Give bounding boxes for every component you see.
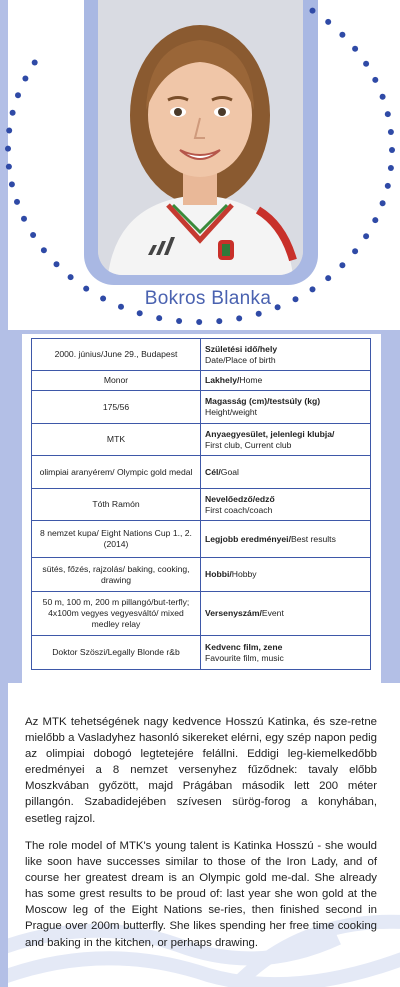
decorative-dot — [380, 94, 386, 100]
info-label — [201, 456, 371, 489]
decorative-dot — [156, 315, 162, 321]
decorative-dot — [388, 165, 394, 171]
info-label-hu: Anyaegyesület, jelenlegi klubja/ — [205, 428, 335, 439]
info-label — [201, 339, 371, 371]
decorative-dot — [137, 310, 143, 316]
info-value: 2000. június/June 29., Budapest — [32, 339, 201, 371]
decorative-dot — [325, 19, 331, 25]
decorative-dot — [54, 261, 60, 267]
decorative-dot — [325, 275, 331, 281]
decorative-dot — [100, 296, 106, 302]
decorative-dot — [275, 304, 281, 310]
decorative-dot — [389, 147, 395, 153]
info-label — [201, 636, 371, 670]
decorative-dot — [15, 92, 21, 98]
info-value: Tóth Ramón — [32, 489, 201, 521]
info-label-en: Goal — [220, 466, 239, 477]
info-row — [32, 489, 371, 521]
info-row — [32, 521, 371, 558]
info-row — [32, 592, 371, 636]
decorative-dot — [339, 32, 345, 38]
info-label — [201, 391, 371, 424]
info-value: 175/56 — [32, 391, 201, 424]
info-value: 8 nemzet kupa/ Eight Nations Cup 1., 2. (2014) — [32, 521, 201, 558]
decorative-dot — [30, 232, 36, 238]
info-label-hu: Kedvenc film, zene — [205, 641, 283, 652]
info-label-hu: Cél/ — [205, 466, 221, 477]
info-row — [32, 424, 371, 456]
info-label-en: Hobby — [231, 569, 257, 579]
dotted-circle-decoration — [0, 0, 400, 340]
decorative-dot — [6, 164, 12, 170]
info-label — [201, 489, 371, 521]
decorative-dot — [41, 247, 47, 253]
info-table-panel — [22, 334, 381, 683]
decorative-dot — [21, 216, 27, 222]
decorative-dot — [388, 129, 394, 135]
decorative-dot — [68, 274, 74, 280]
decorative-dot — [6, 128, 12, 134]
info-row — [32, 371, 371, 391]
decorative-dot — [310, 8, 316, 14]
decorative-dot — [310, 286, 316, 292]
info-label — [201, 424, 371, 456]
decorative-dot — [216, 318, 222, 324]
decorative-dot — [385, 183, 391, 189]
decorative-dot — [176, 318, 182, 324]
decorative-dot — [380, 200, 386, 206]
info-value: MTK — [32, 424, 201, 456]
info-label-hu: Lakhely/ — [205, 375, 240, 385]
decorative-dot — [10, 110, 16, 116]
decorative-dot — [363, 233, 369, 239]
info-label-en: Height/weight — [205, 407, 258, 417]
decorative-dot — [339, 262, 345, 268]
info-value: sütés, főzés, rajzolás/ baking, cooking, drawing — [32, 558, 201, 592]
info-label-hu: Születési idő/hely — [205, 343, 278, 354]
decorative-dot — [118, 304, 124, 310]
decorative-dot — [352, 248, 358, 254]
decorative-dot — [385, 111, 391, 117]
athlete-name: Bokros Blanka — [144, 288, 272, 309]
info-label-en: Event — [261, 608, 284, 618]
info-label-hu: Legjobb eredményei/ — [205, 533, 291, 544]
info-row — [32, 339, 371, 371]
info-table — [31, 338, 371, 670]
info-row — [32, 558, 371, 592]
decorative-dot — [363, 61, 369, 67]
decorative-dot — [256, 311, 262, 317]
decorative-dot — [196, 319, 202, 325]
info-label-hu: Hobbi/ — [205, 569, 232, 579]
info-label-hu: Nevelőedző/edző — [205, 493, 275, 504]
info-label-en: Home — [239, 375, 263, 385]
decorative-dot — [22, 76, 28, 82]
decorative-dot — [5, 146, 11, 152]
info-label — [201, 521, 371, 558]
english-paragraph: The role model of MTK's young talent is Katinka Hosszú - she would like soon have successes similar to those of the Iron Lady, and of course her greatest dream is an Olympic gold me-dal. She already has some grest results to be proud of: last year she won gold at the Moscow leg of the Eight Nations se-ries, then finished second in Prague over 200m butterfly. She likes spending her free time cooking and baking in the kitchen, or perhaps drawing. — [25, 840, 377, 949]
info-label-en: Date/Place of birth — [205, 354, 276, 365]
decorative-dot — [32, 60, 38, 66]
decorative-dot — [372, 77, 378, 83]
info-row — [32, 391, 371, 424]
info-label-en: Favourite film, music — [205, 652, 284, 663]
info-label-en: First coach/coach — [205, 504, 273, 515]
info-label-en: Best results — [290, 533, 336, 544]
info-label-hu: Magasság (cm)/testsúly (kg) — [205, 396, 321, 406]
decorative-dot — [293, 296, 299, 302]
info-label — [201, 558, 371, 592]
info-value: olimpiai aranyérem/ Olympic gold medal — [32, 456, 201, 489]
decorative-dot — [352, 46, 358, 52]
hungarian-paragraph: Az MTK tehetségének nagy kedvence Hosszú Katinka, és sze-retne mielőbb a Vasladyhez hasonló sikereket elérni, egy szép napon pedig az olimpiai dobogó legtetejére felállni. Eddigi leg-kiemelkedőbb eredményei a 8 nemzet versenyhez fűződnek: tavaly előbb Moszkvában győzött, majd Prágában második lett 200 méter pillangón. Szabadidejében szívesen sürög-forog a konyhában, esetleg rajzol. — [25, 716, 377, 825]
info-row — [32, 636, 371, 670]
info-label — [201, 592, 371, 636]
info-label — [201, 371, 371, 391]
info-value: Doktor Szöszi/Legally Blonde r&b — [32, 636, 201, 670]
decorative-dot — [236, 315, 242, 321]
info-row — [32, 456, 371, 489]
decorative-dot — [9, 181, 15, 187]
decorative-dot — [14, 199, 20, 205]
decorative-dot — [372, 217, 378, 223]
info-value: Monor — [32, 371, 201, 391]
info-value: 50 m, 100 m, 200 m pillangó/but-terfly; 4x100m vegyes vegyesváltó/ mixed medley relay — [32, 592, 201, 636]
info-label-en: First club, Current club — [205, 439, 292, 450]
info-label-hu: Versenyszám/ — [205, 608, 262, 618]
decorative-dot — [83, 286, 89, 292]
